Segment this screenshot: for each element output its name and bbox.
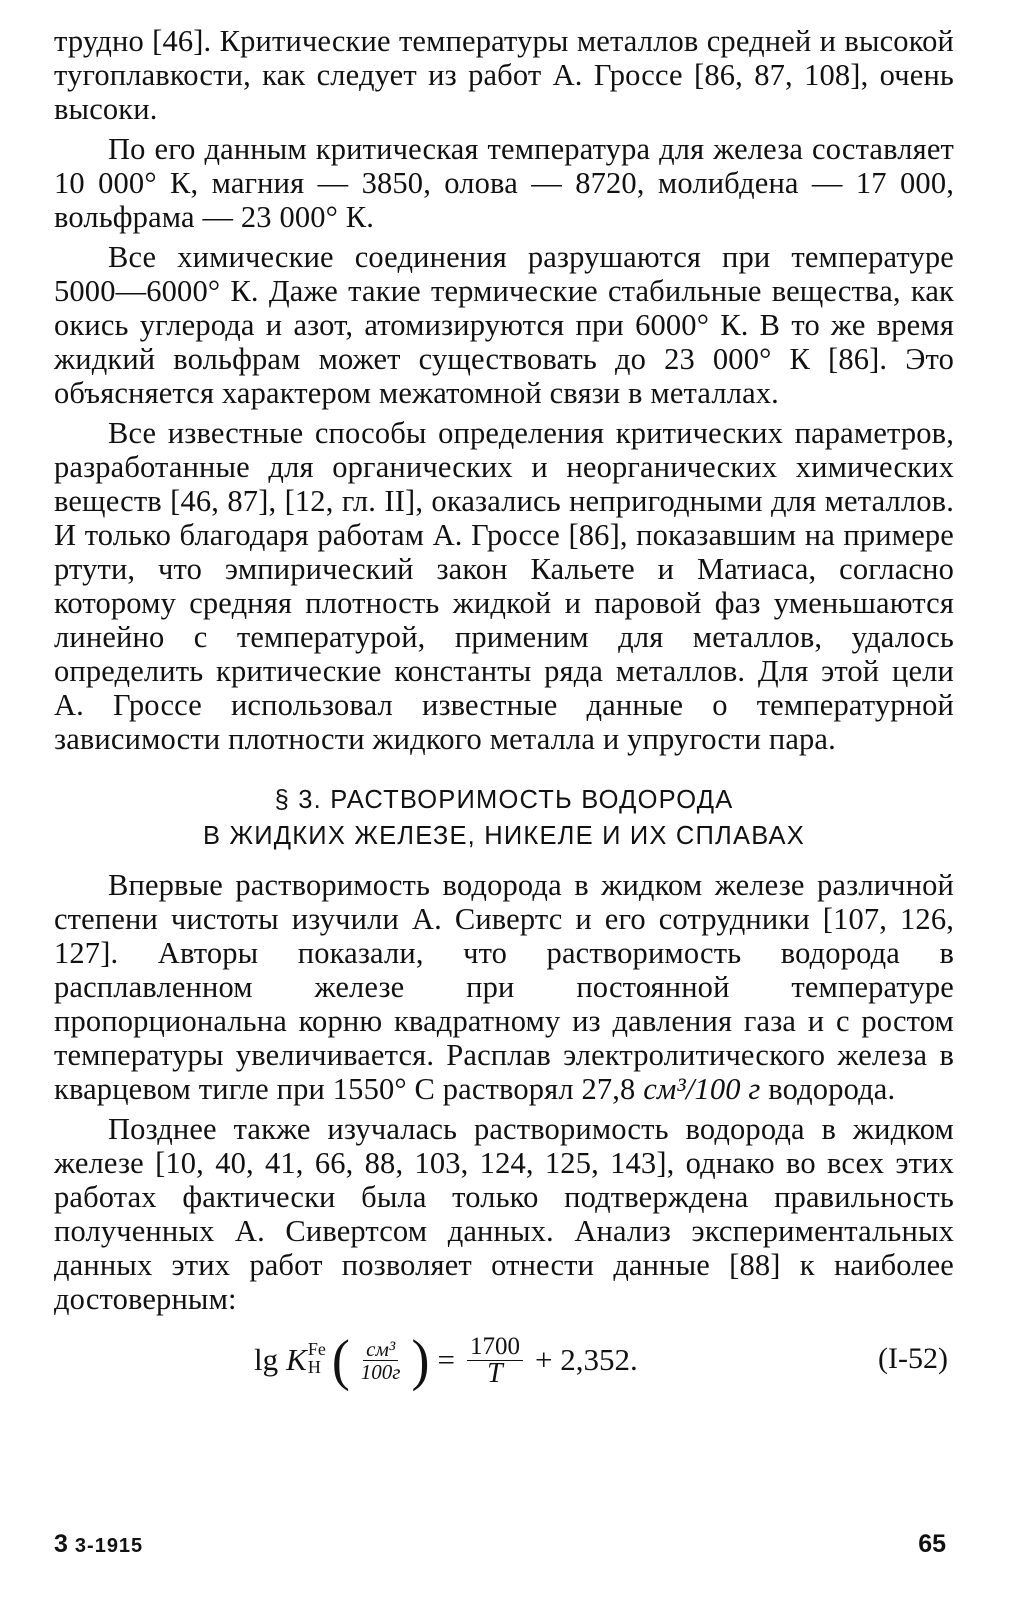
- equation-k-indices: [308, 1340, 326, 1376]
- paragraph-5-tail: водорода.: [760, 1072, 896, 1106]
- paragraph-5-unit: см³/100 г: [643, 1072, 761, 1106]
- page-footer: [54, 1530, 954, 1570]
- equation-numerator: 1700: [467, 1334, 523, 1361]
- paragraph-4: Все известные способы определения критических параметров, разработанные для органических и неорганических химических веществ [46, 87], [12, гл. II], оказались непригодными для металлов. И только благодаря работам А. Гроссе [86], показавшим на примере ртути, что эмпирический закон Кальете и Матиаса, согласно которому средняя плотность жидкой и паровой фаз уменьшаются линейно с температурой, применим для металлов, удалось определить критические константы ряда металлов. Для этой цели А. Гроссе использовал известные данные о температурной зависимости плотности жидкого металла и упругости пара.: [54, 416, 954, 756]
- paragraph-5-text: Впервые растворимость водорода в жидком железе различной степени чистоты изучили А. Сивертс и его сотрудники [107, 126, 127]. Авторы показали, что растворимость водорода в расплавленном железе при постоянной температуре пропорциональна корню квадратному из давления газа и с ростом температуры увеличивается. Расплав электролитического железа в кварцевом тигле при 1550° С растворял 27,8: [54, 868, 954, 1106]
- paragraph-2: По его данным критическая температура для железа составляет 10 000° К, магния — 3850, олова — 8720, молибдена — 17 000, вольфрама — 23 000° К.: [54, 132, 954, 234]
- equation-number: (I-52): [878, 1342, 948, 1375]
- equation-paren-close: ): [411, 1328, 430, 1392]
- equation-k-superscript: Fe: [307, 1339, 326, 1359]
- section-heading: [54, 782, 954, 854]
- page-number: 65: [918, 1530, 946, 1558]
- paragraph-1: трудно [46]. Критические температуры металлов средней и высокой тугоплавкости, как следует из работ А. Гроссе [86, 87, 108], очень высоки.: [54, 24, 954, 126]
- equation-main-fraction: [467, 1334, 523, 1387]
- equation-k-subscript: H: [307, 1357, 321, 1377]
- printer-signature: [54, 1530, 143, 1559]
- equation-k-symbol: K: [286, 1342, 307, 1377]
- equation-paren-open: (: [331, 1328, 350, 1392]
- equation-constant-term: + 2,352.: [534, 1342, 638, 1377]
- equation-denominator: T: [487, 1357, 503, 1389]
- signature-mark: 3: [54, 1530, 69, 1558]
- paragraph-6: Позднее также изучалась растворимость водорода в жидком железе [10, 40, 41, 66, 88, 103, 124, 125, 143], однако во всех этих работах фактически была только подтверждена правильность полученных А. Сивертсом данных. Анализ экспериментальных данных этих работ позволяет отнести данные [88] к наиболее достоверным:: [54, 1112, 954, 1316]
- signature-code: 3-1915: [74, 1535, 144, 1557]
- paragraph-3: Все химические соединения разрушаются при температуре 5000—6000° К. Даже такие термические стабильные вещества, как окись углерода и азот, атомизируются при 6000° К. В то же время жидкий вольфрам может существовать до 23 000° К [86]. Это объясняется характером межатомной связи в металлах.: [54, 240, 954, 410]
- equation-equals: =: [437, 1342, 455, 1377]
- equation-row: [54, 1320, 954, 1400]
- equation: [254, 1320, 638, 1400]
- section-heading-line-2: В ЖИДКИХ ЖЕЛЕЗЕ, НИКЕЛЕ И ИХ СПЛАВАХ: [203, 822, 805, 850]
- page-body: [54, 24, 954, 1400]
- equation-lg: lg: [254, 1342, 279, 1377]
- equation-unit-fraction: [358, 1338, 404, 1383]
- section-heading-line-1: § 3. РАСТВОРИМОСТЬ ВОДОРОДА: [274, 786, 734, 814]
- equation-unit-numerator: см³: [363, 1338, 398, 1361]
- paragraph-5: [54, 868, 954, 1106]
- equation-unit-denominator: 100г: [360, 1359, 401, 1384]
